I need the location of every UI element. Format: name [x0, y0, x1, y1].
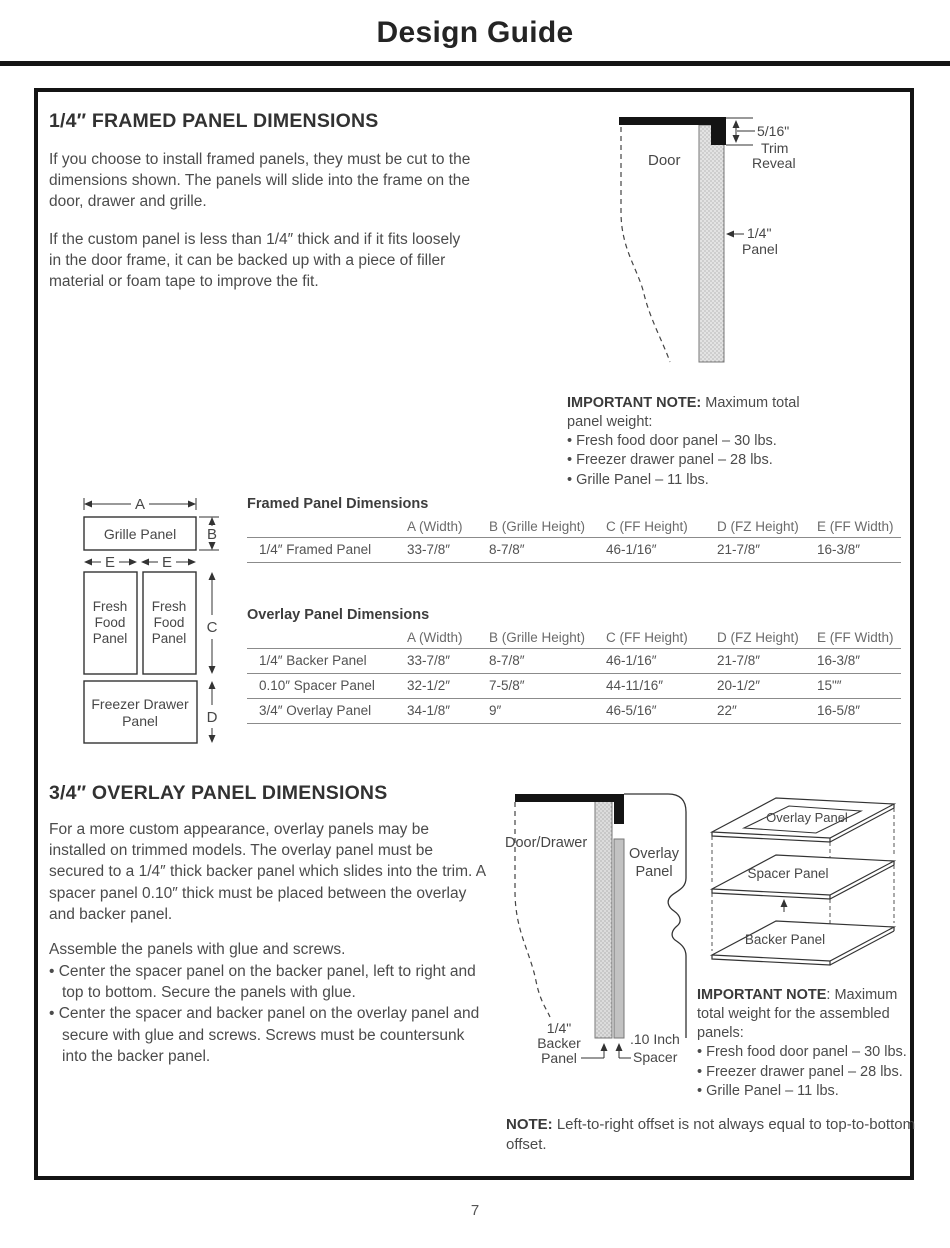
door-cross-section-diagram: [586, 104, 921, 384]
exploded-panel-assembly-diagram: [704, 792, 906, 984]
svg-text:Overlay: Overlay: [629, 846, 679, 862]
trim-lip: [614, 802, 624, 824]
table-row: 1/4″ Framed Panel 33-7/8″ 8-7/8″ 46-1/16″ 21-7/8″ 16-3/8″: [247, 538, 901, 563]
grille-panel-label: Grille Panel: [103, 526, 177, 542]
svg-text:Fresh: Fresh: [92, 599, 128, 614]
svg-text:Panel: Panel: [635, 864, 673, 880]
panel-thickness-value: 1/4": [747, 225, 772, 241]
table-header-row: A (Width) B (Grille Height) C (FF Height) D (FZ Height) E (FF Width): [247, 630, 901, 649]
offset-note-label: NOTE:: [506, 1116, 553, 1133]
overlay-table-title: Overlay Panel Dimensions: [247, 607, 430, 623]
spacer-strip: [614, 839, 624, 1038]
title-divider: [0, 61, 950, 66]
section1-paragraph-1: If you choose to install framed panels, they must be cut to the dimensions shown. The panels will slide into the frame on the door, drawer and grille.: [49, 151, 471, 211]
overlay-panel-label: Overlay Panel: [766, 810, 848, 825]
table-header-row: A (Width) B (Grille Height) C (FF Height) D (FZ Height) E (FF Width): [247, 519, 901, 538]
table-row: 3/4″ Overlay Panel 34-1/8″ 9″ 46-5/16″ 22″ 16-5/8″: [247, 699, 901, 724]
svg-text:Panel: Panel: [92, 631, 128, 646]
dim-e-label: E: [104, 554, 116, 571]
svg-text:Panel: Panel: [541, 1050, 577, 1066]
overlay-cross-section-diagram: [502, 786, 704, 1078]
important-note-2: [697, 986, 909, 1101]
trim-lip: [711, 125, 726, 145]
backer-panel-label: Backer Panel: [744, 932, 826, 947]
note2-bullet: • Grille Panel – 11 lbs.: [697, 1082, 909, 1101]
dim-d-label: D: [206, 709, 218, 726]
svg-text:Panel: Panel: [151, 631, 187, 646]
freezer-drawer-panel-box: [84, 681, 197, 743]
svg-text:Freezer Drawer: Freezer Drawer: [91, 696, 189, 712]
note1-bullet: • Grille Panel – 11 lbs.: [567, 471, 805, 490]
backer-panel-strip: [595, 801, 612, 1038]
assembly-bullet: • Center the spacer and backer panel on the overlay panel and secure with glue and screws. Screws must be countersunk into the backer panel.: [49, 1003, 491, 1067]
important-note-1-intro: Maximum total panel weight:: [567, 395, 800, 431]
table-row: 1/4″ Backer Panel 33-7/8″ 8-7/8″ 46-1/16″ 21-7/8″ 16-3/8″: [247, 649, 901, 674]
door-drawer-label: Door/Drawer: [505, 835, 588, 851]
spacer-value-label: .10 Inch: [630, 1031, 680, 1047]
door-label: Door: [648, 152, 681, 169]
important-note-2-label: IMPORTANT NOTE: [697, 987, 827, 1003]
section1-paragraph-2: If the custom panel is less than 1/4″ thick and if it fits loosely in the door frame, it can be backed up with a piece of filler material or foam tape to improve the fit.: [49, 231, 461, 291]
note1-bullet: • Freezer drawer panel – 28 lbs.: [567, 451, 805, 470]
note2-bullet: • Fresh food door panel – 30 lbs.: [697, 1043, 909, 1062]
section2-heading: 3/4″ OVERLAY PANEL DIMENSIONS: [49, 782, 388, 804]
trim-label: Trim: [761, 140, 789, 156]
main-content-box: [34, 88, 914, 1180]
trim-top-bar: [619, 117, 726, 125]
note2-bullet: • Freezer drawer panel – 28 lbs.: [697, 1063, 909, 1082]
svg-text:Fresh: Fresh: [151, 599, 187, 614]
svg-text:Food: Food: [153, 615, 185, 630]
section2-paragraph-1: For a more custom appearance, overlay panels may be installed on trimmed models. The overlay panel must be secured to a 1/4″ thick backer panel which slides into the trim. A spacer panel 0.10″ thick must be placed between the overlay and backer panel.: [49, 821, 486, 923]
offset-note-text: Left-to-right offset is not always equal to top-to-bottom offset.: [506, 1116, 916, 1153]
page-number: 7: [470, 1202, 480, 1219]
important-note-1-label: IMPORTANT NOTE:: [567, 395, 702, 411]
important-note-2-intro: : Maximum total weight for the assembled panels:: [697, 987, 898, 1042]
trim-reveal-value: 5/16": [757, 123, 790, 139]
panel-layout-diagram: [79, 492, 234, 752]
panel-word-label: Panel: [742, 241, 778, 257]
dim-a-label: A: [134, 496, 146, 513]
svg-text:Food: Food: [94, 615, 126, 630]
dim-b-label: B: [206, 526, 218, 543]
note1-bullet: • Fresh food door panel – 30 lbs.: [567, 432, 805, 451]
overlay-panel-profile: [624, 794, 686, 1038]
page-title: Design Guide: [376, 16, 574, 49]
section1-heading: 1/4″ FRAMED PANEL DIMENSIONS: [49, 110, 379, 132]
svg-text:Backer: Backer: [537, 1035, 581, 1051]
reveal-label: Reveal: [752, 155, 796, 171]
spacer-panel-label: Spacer Panel: [747, 866, 829, 881]
backer-value-label: 1/4": [546, 1020, 572, 1036]
table-row: 0.10″ Spacer Panel 32-1/2″ 7-5/8″ 44-11/16″ 20-1/2″ 15"″: [247, 674, 901, 699]
dim-e-label: E: [161, 554, 173, 571]
offset-note: [506, 1115, 918, 1155]
section2-paragraph-2: Assemble the panels with glue and screws.: [49, 941, 346, 958]
dim-c-label: C: [206, 619, 218, 636]
section2-bullet-list: [49, 961, 491, 1067]
assembly-bullet: • Center the spacer panel on the backer panel, left to right and top to bottom. Secure the panels with glue.: [49, 961, 491, 1003]
trim-top-bar: [515, 794, 624, 802]
svg-text:Panel: Panel: [122, 713, 158, 729]
important-note-1: [567, 394, 805, 490]
overlay-panel-table: [247, 607, 901, 724]
framed-table-title: Framed Panel Dimensions: [247, 496, 429, 512]
framed-panel-table: [247, 496, 901, 563]
panel-strip: [699, 125, 724, 362]
spacer-word-label: Spacer: [633, 1049, 678, 1065]
